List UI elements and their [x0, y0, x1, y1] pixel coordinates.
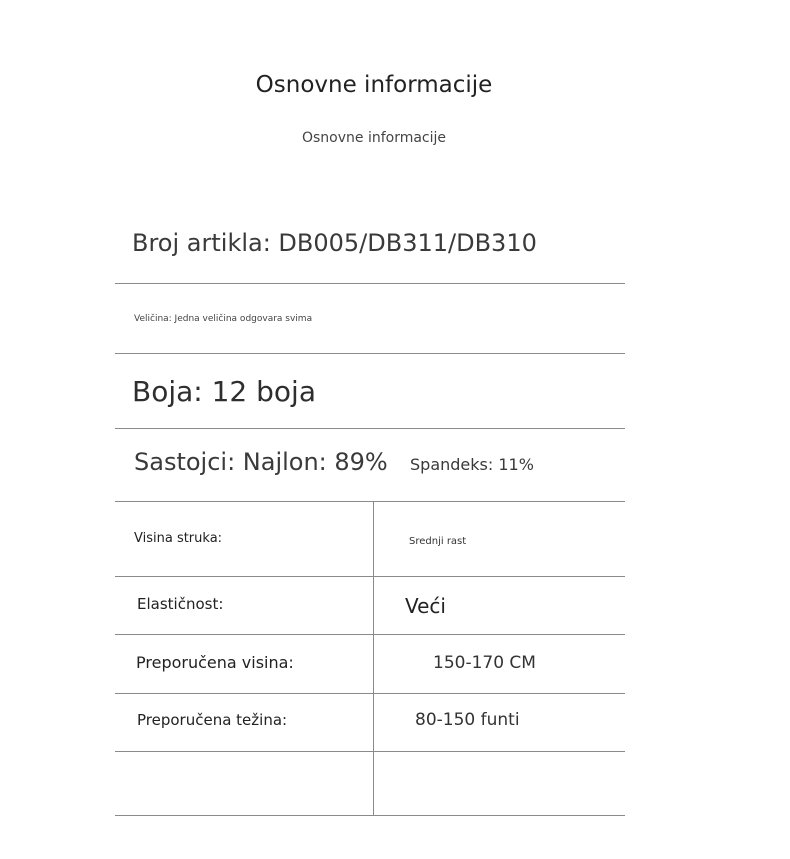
color-info: Boja: 12 boja: [132, 375, 316, 408]
divider: [115, 576, 625, 577]
table-column-divider: [373, 502, 374, 815]
page-subtitle: Osnovne informacije: [301, 130, 447, 146]
size-info: Veličina: Jedna veličina odgovara svima: [134, 314, 313, 324]
divider: [115, 283, 625, 284]
table-row-label: Elastičnost:: [137, 595, 224, 613]
ingredients-info: Sastojci: Najlon: 89%: [134, 448, 388, 476]
table-row-value: Srednji rast: [409, 536, 467, 547]
table-row-value: Veći: [405, 594, 446, 618]
divider: [115, 693, 625, 694]
divider: [115, 428, 625, 429]
article-number: Broj artikla: DB005/DB311/DB310: [132, 229, 537, 257]
divider: [115, 815, 625, 816]
divider: [115, 353, 625, 354]
table-row-label: Preporučena visina:: [136, 653, 294, 672]
table-row-label: Visina struka:: [134, 531, 223, 546]
divider: [115, 751, 625, 752]
table-row-label: Preporučena težina:: [137, 711, 288, 729]
spandex-info: Spandeks: 11%: [410, 455, 534, 474]
divider: [115, 634, 625, 635]
page-title: Osnovne informacije: [255, 72, 493, 98]
divider: [115, 501, 625, 502]
table-row-value: 150-170 CM: [433, 653, 536, 673]
table-row-value: 80-150 funti: [415, 710, 520, 730]
